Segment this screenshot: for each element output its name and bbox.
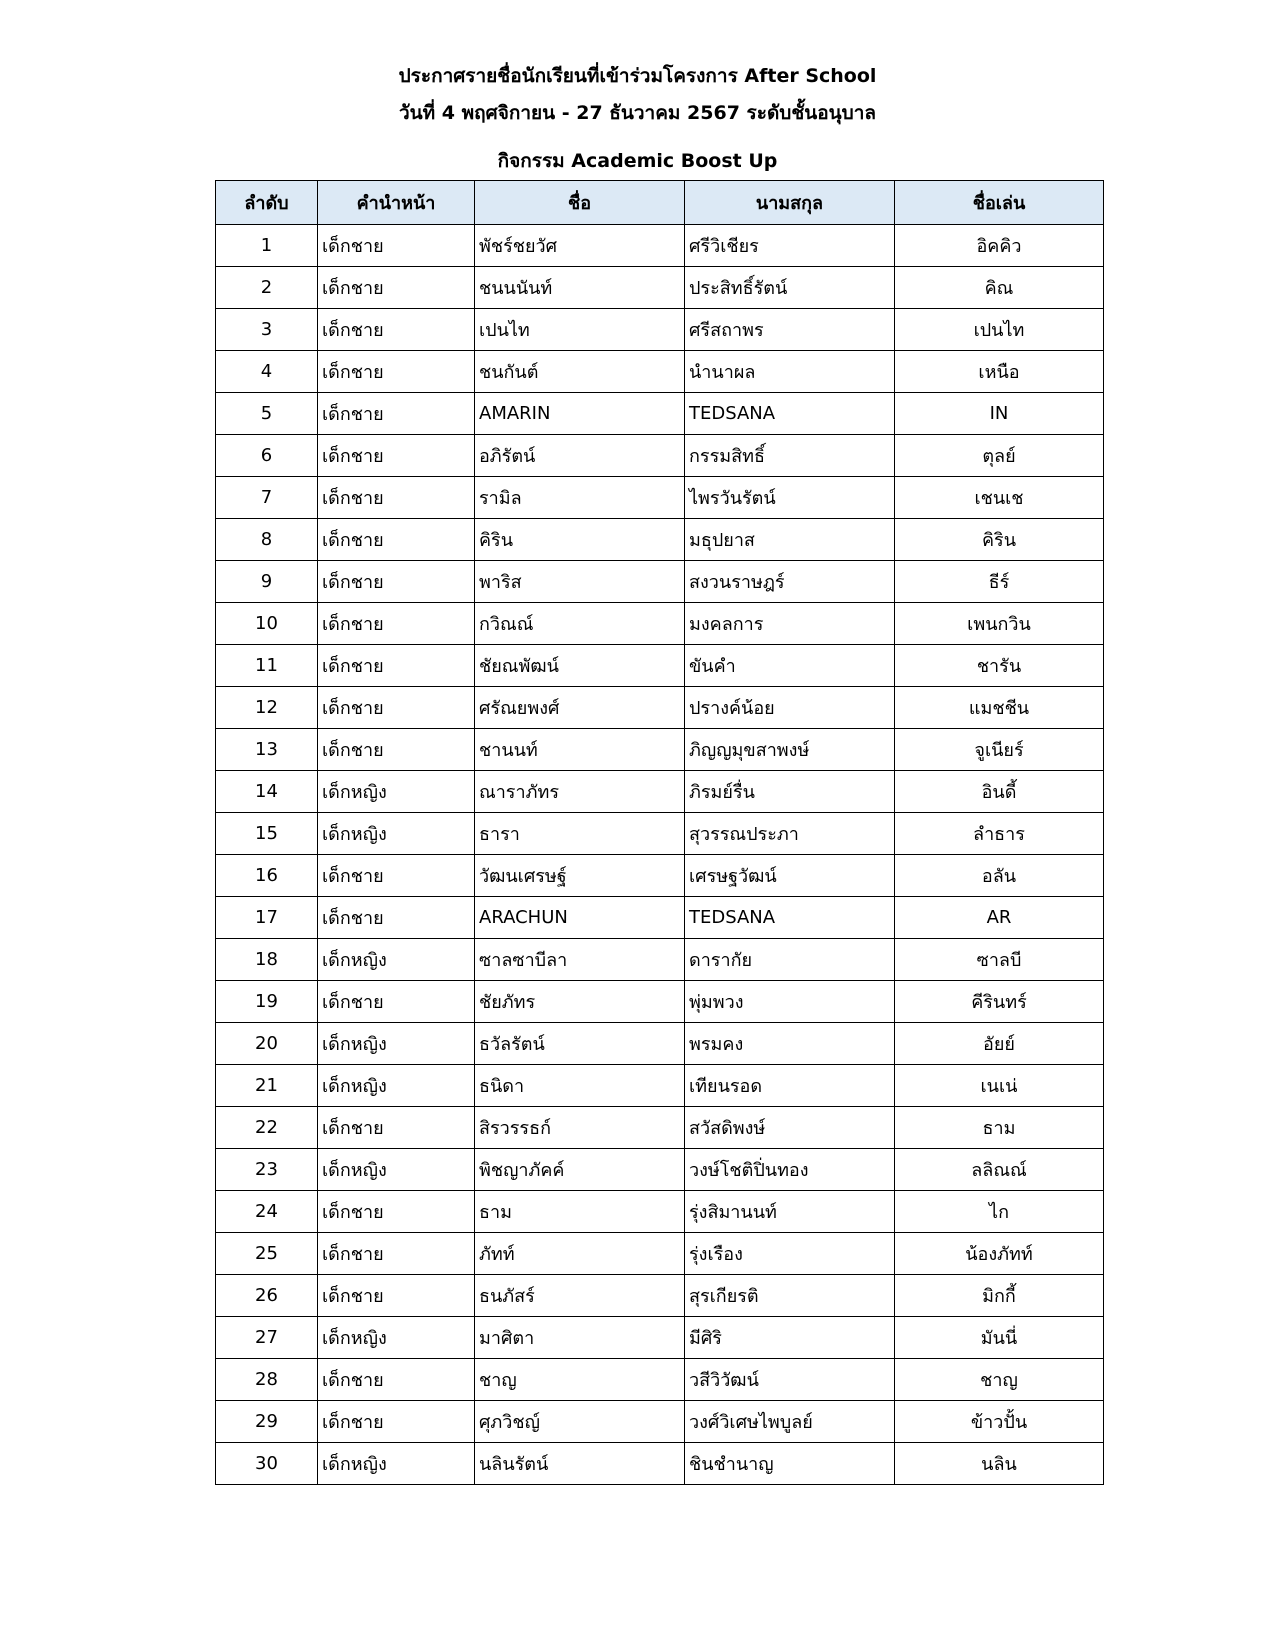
cell-nickname: คีรินทร์ bbox=[895, 981, 1104, 1023]
cell-first-name: พัชร์ชยวัศ bbox=[475, 225, 685, 267]
cell-last-name: TEDSANA bbox=[685, 897, 895, 939]
cell-order: 8 bbox=[216, 519, 318, 561]
header-prefix: คำนำหน้า bbox=[318, 181, 475, 225]
cell-order: 21 bbox=[216, 1065, 318, 1107]
cell-first-name: พาริส bbox=[475, 561, 685, 603]
table-row bbox=[216, 1359, 1104, 1401]
cell-first-name: มาศิตา bbox=[475, 1317, 685, 1359]
activity-subtitle: กิจกรรม Academic Boost Up bbox=[497, 150, 778, 172]
cell-last-name: พุ่มพวง bbox=[685, 981, 895, 1023]
cell-last-name: สงวนราษฎร์ bbox=[685, 561, 895, 603]
table-body bbox=[216, 225, 1104, 1485]
cell-order: 10 bbox=[216, 603, 318, 645]
cell-last-name: TEDSANA bbox=[685, 393, 895, 435]
cell-last-name: กรรมสิทธิ์ bbox=[685, 435, 895, 477]
cell-first-name: ศรัณยพงศ์ bbox=[475, 687, 685, 729]
table-row bbox=[216, 729, 1104, 771]
cell-nickname: คิณ bbox=[895, 267, 1104, 309]
header-first-name: ชื่อ bbox=[475, 181, 685, 225]
cell-order: 16 bbox=[216, 855, 318, 897]
cell-order: 7 bbox=[216, 477, 318, 519]
table-row bbox=[216, 939, 1104, 981]
cell-order: 4 bbox=[216, 351, 318, 393]
cell-last-name: ศรีวิเชียร bbox=[685, 225, 895, 267]
cell-prefix: เด็กชาย bbox=[318, 435, 475, 477]
cell-nickname: ชาญ bbox=[895, 1359, 1104, 1401]
cell-prefix: เด็กหญิง bbox=[318, 1065, 475, 1107]
cell-order: 14 bbox=[216, 771, 318, 813]
cell-last-name: ภิรมย์รื่น bbox=[685, 771, 895, 813]
cell-order: 27 bbox=[216, 1317, 318, 1359]
cell-first-name: ชนนนันท์ bbox=[475, 267, 685, 309]
cell-last-name: รุ่งเรือง bbox=[685, 1233, 895, 1275]
cell-order: 2 bbox=[216, 267, 318, 309]
cell-last-name: ดารากัย bbox=[685, 939, 895, 981]
table-row bbox=[216, 1191, 1104, 1233]
table-row bbox=[216, 1107, 1104, 1149]
cell-last-name: พรมคง bbox=[685, 1023, 895, 1065]
cell-first-name: ภัทท์ bbox=[475, 1233, 685, 1275]
cell-prefix: เด็กชาย bbox=[318, 603, 475, 645]
cell-last-name: สุรเกียรติ bbox=[685, 1275, 895, 1317]
cell-last-name: วสีวิวัฒน์ bbox=[685, 1359, 895, 1401]
cell-prefix: เด็กหญิง bbox=[318, 1023, 475, 1065]
cell-first-name: ชัยภัทร bbox=[475, 981, 685, 1023]
cell-prefix: เด็กชาย bbox=[318, 729, 475, 771]
table-row bbox=[216, 1149, 1104, 1191]
cell-prefix: เด็กชาย bbox=[318, 225, 475, 267]
cell-order: 18 bbox=[216, 939, 318, 981]
table-row bbox=[216, 603, 1104, 645]
cell-order: 29 bbox=[216, 1401, 318, 1443]
cell-nickname: ลำธาร bbox=[895, 813, 1104, 855]
table-row bbox=[216, 393, 1104, 435]
cell-prefix: เด็กหญิง bbox=[318, 1317, 475, 1359]
cell-last-name: มธุปยาส bbox=[685, 519, 895, 561]
cell-order: 15 bbox=[216, 813, 318, 855]
cell-last-name: สวัสดิพงษ์ bbox=[685, 1107, 895, 1149]
cell-first-name: ชานนท์ bbox=[475, 729, 685, 771]
document-title-line-1: ประกาศรายชื่อนักเรียนที่เข้าร่วมโครงการ After School bbox=[398, 65, 877, 87]
cell-prefix: เด็กชาย bbox=[318, 981, 475, 1023]
cell-first-name: กวิณณ์ bbox=[475, 603, 685, 645]
cell-first-name: ธนิดา bbox=[475, 1065, 685, 1107]
document-title-line-2: วันที่ 4 พฤศจิกายน - 27 ธันวาคม 2567 ระดับชั้นอนุบาล bbox=[398, 102, 877, 124]
table-row bbox=[216, 813, 1104, 855]
cell-last-name: ชินชำนาญ bbox=[685, 1443, 895, 1485]
cell-order: 24 bbox=[216, 1191, 318, 1233]
cell-order: 1 bbox=[216, 225, 318, 267]
cell-order: 12 bbox=[216, 687, 318, 729]
cell-order: 6 bbox=[216, 435, 318, 477]
cell-nickname: ข้าวปั้น bbox=[895, 1401, 1104, 1443]
cell-nickname: น้องภัทท์ bbox=[895, 1233, 1104, 1275]
cell-last-name: ไพรวันรัตน์ bbox=[685, 477, 895, 519]
cell-prefix: เด็กชาย bbox=[318, 393, 475, 435]
cell-last-name: รุ่งสิมานนท์ bbox=[685, 1191, 895, 1233]
table-row bbox=[216, 1275, 1104, 1317]
cell-prefix: เด็กชาย bbox=[318, 561, 475, 603]
cell-nickname: อิคคิว bbox=[895, 225, 1104, 267]
cell-nickname: แมชชีน bbox=[895, 687, 1104, 729]
cell-prefix: เด็กชาย bbox=[318, 309, 475, 351]
cell-nickname: อินดี้ bbox=[895, 771, 1104, 813]
cell-first-name: อภิรัตน์ bbox=[475, 435, 685, 477]
cell-first-name: AMARIN bbox=[475, 393, 685, 435]
cell-nickname: นลิน bbox=[895, 1443, 1104, 1485]
cell-first-name: พิชญาภัคค์ bbox=[475, 1149, 685, 1191]
table-row bbox=[216, 981, 1104, 1023]
table-row bbox=[216, 771, 1104, 813]
cell-order: 9 bbox=[216, 561, 318, 603]
cell-first-name: ชนกันต์ bbox=[475, 351, 685, 393]
cell-nickname: ตุลย์ bbox=[895, 435, 1104, 477]
cell-first-name: วัฒนเศรษฐ์ bbox=[475, 855, 685, 897]
cell-first-name: ธารา bbox=[475, 813, 685, 855]
cell-order: 22 bbox=[216, 1107, 318, 1149]
cell-first-name: ธาม bbox=[475, 1191, 685, 1233]
table-row bbox=[216, 1443, 1104, 1485]
table-row bbox=[216, 309, 1104, 351]
table-row bbox=[216, 225, 1104, 267]
cell-nickname: IN bbox=[895, 393, 1104, 435]
cell-last-name: ขันคำ bbox=[685, 645, 895, 687]
table-row bbox=[216, 645, 1104, 687]
cell-first-name: ชาญ bbox=[475, 1359, 685, 1401]
cell-first-name: ธวัลรัตน์ bbox=[475, 1023, 685, 1065]
cell-prefix: เด็กหญิง bbox=[318, 939, 475, 981]
cell-prefix: เด็กชาย bbox=[318, 897, 475, 939]
table-row bbox=[216, 477, 1104, 519]
cell-first-name: ศุภวิชญ์ bbox=[475, 1401, 685, 1443]
table-row bbox=[216, 1065, 1104, 1107]
cell-prefix: เด็กชาย bbox=[318, 477, 475, 519]
table-row bbox=[216, 1023, 1104, 1065]
table-row bbox=[216, 267, 1104, 309]
cell-nickname: ซาลบี bbox=[895, 939, 1104, 981]
table-row bbox=[216, 1317, 1104, 1359]
cell-order: 20 bbox=[216, 1023, 318, 1065]
cell-last-name: ประสิทธิ์รัตน์ bbox=[685, 267, 895, 309]
cell-order: 3 bbox=[216, 309, 318, 351]
cell-nickname: มิกกี้ bbox=[895, 1275, 1104, 1317]
cell-order: 11 bbox=[216, 645, 318, 687]
cell-order: 5 bbox=[216, 393, 318, 435]
cell-last-name: เศรษฐวัฒน์ bbox=[685, 855, 895, 897]
cell-first-name: รามิล bbox=[475, 477, 685, 519]
cell-last-name: วงษ์โชติปิ่นทอง bbox=[685, 1149, 895, 1191]
cell-last-name: วงศ์วิเศษไพบูลย์ bbox=[685, 1401, 895, 1443]
cell-nickname: เปนไท bbox=[895, 309, 1104, 351]
table-row bbox=[216, 561, 1104, 603]
cell-last-name: เทียนรอด bbox=[685, 1065, 895, 1107]
cell-nickname: อลัน bbox=[895, 855, 1104, 897]
cell-prefix: เด็กชาย bbox=[318, 855, 475, 897]
cell-first-name: เปนไท bbox=[475, 309, 685, 351]
cell-prefix: เด็กหญิง bbox=[318, 1443, 475, 1485]
cell-last-name: ศรีสถาพร bbox=[685, 309, 895, 351]
cell-first-name: ซาลซาบีลา bbox=[475, 939, 685, 981]
cell-first-name: ARACHUN bbox=[475, 897, 685, 939]
header-order: ลำดับ bbox=[216, 181, 318, 225]
cell-nickname: ไก bbox=[895, 1191, 1104, 1233]
table-row bbox=[216, 1401, 1104, 1443]
cell-prefix: เด็กชาย bbox=[318, 1233, 475, 1275]
cell-last-name: มีศิริ bbox=[685, 1317, 895, 1359]
cell-order: 19 bbox=[216, 981, 318, 1023]
table-row bbox=[216, 519, 1104, 561]
cell-prefix: เด็กหญิง bbox=[318, 1149, 475, 1191]
table-row bbox=[216, 435, 1104, 477]
cell-first-name: คิริน bbox=[475, 519, 685, 561]
cell-nickname: จูเนียร์ bbox=[895, 729, 1104, 771]
cell-nickname: คิริน bbox=[895, 519, 1104, 561]
cell-nickname: อัยย์ bbox=[895, 1023, 1104, 1065]
cell-order: 13 bbox=[216, 729, 318, 771]
table-row bbox=[216, 897, 1104, 939]
cell-prefix: เด็กชาย bbox=[318, 267, 475, 309]
cell-nickname: เนเน่ bbox=[895, 1065, 1104, 1107]
cell-prefix: เด็กชาย bbox=[318, 1359, 475, 1401]
cell-order: 25 bbox=[216, 1233, 318, 1275]
cell-last-name: ภิญญมุขสาพงษ์ bbox=[685, 729, 895, 771]
cell-prefix: เด็กชาย bbox=[318, 519, 475, 561]
cell-last-name: ปรางค์น้อย bbox=[685, 687, 895, 729]
cell-prefix: เด็กหญิง bbox=[318, 771, 475, 813]
cell-first-name: ชัยณพัฒน์ bbox=[475, 645, 685, 687]
cell-nickname: AR bbox=[895, 897, 1104, 939]
cell-order: 17 bbox=[216, 897, 318, 939]
cell-prefix: เด็กชาย bbox=[318, 1401, 475, 1443]
table-row bbox=[216, 351, 1104, 393]
cell-nickname: ธีร์ bbox=[895, 561, 1104, 603]
cell-nickname: เพนกวิน bbox=[895, 603, 1104, 645]
cell-nickname: เชนเช bbox=[895, 477, 1104, 519]
cell-nickname: ลลิณณ์ bbox=[895, 1149, 1104, 1191]
cell-prefix: เด็กชาย bbox=[318, 351, 475, 393]
cell-first-name: สิรวรรธก์ bbox=[475, 1107, 685, 1149]
cell-last-name: มงคลการ bbox=[685, 603, 895, 645]
cell-nickname: ธาม bbox=[895, 1107, 1104, 1149]
header-last-name: นามสกุล bbox=[685, 181, 895, 225]
cell-order: 23 bbox=[216, 1149, 318, 1191]
cell-prefix: เด็กชาย bbox=[318, 687, 475, 729]
cell-last-name: สุวรรณประภา bbox=[685, 813, 895, 855]
cell-order: 30 bbox=[216, 1443, 318, 1485]
table-row bbox=[216, 1233, 1104, 1275]
cell-prefix: เด็กชาย bbox=[318, 1107, 475, 1149]
cell-prefix: เด็กชาย bbox=[318, 1275, 475, 1317]
table-row bbox=[216, 687, 1104, 729]
cell-first-name: ธนภัสร์ bbox=[475, 1275, 685, 1317]
cell-first-name: ณาราภัทร bbox=[475, 771, 685, 813]
table-header-row bbox=[216, 181, 1104, 225]
cell-order: 28 bbox=[216, 1359, 318, 1401]
cell-first-name: นลินรัตน์ bbox=[475, 1443, 685, 1485]
cell-prefix: เด็กชาย bbox=[318, 1191, 475, 1233]
cell-order: 26 bbox=[216, 1275, 318, 1317]
cell-nickname: มันนี่ bbox=[895, 1317, 1104, 1359]
student-roster-table bbox=[215, 180, 1104, 1485]
cell-nickname: ชารัน bbox=[895, 645, 1104, 687]
cell-prefix: เด็กชาย bbox=[318, 645, 475, 687]
cell-last-name: นำนาผล bbox=[685, 351, 895, 393]
cell-nickname: เหนือ bbox=[895, 351, 1104, 393]
table-row bbox=[216, 855, 1104, 897]
cell-prefix: เด็กหญิง bbox=[318, 813, 475, 855]
header-nickname: ชื่อเล่น bbox=[895, 181, 1104, 225]
